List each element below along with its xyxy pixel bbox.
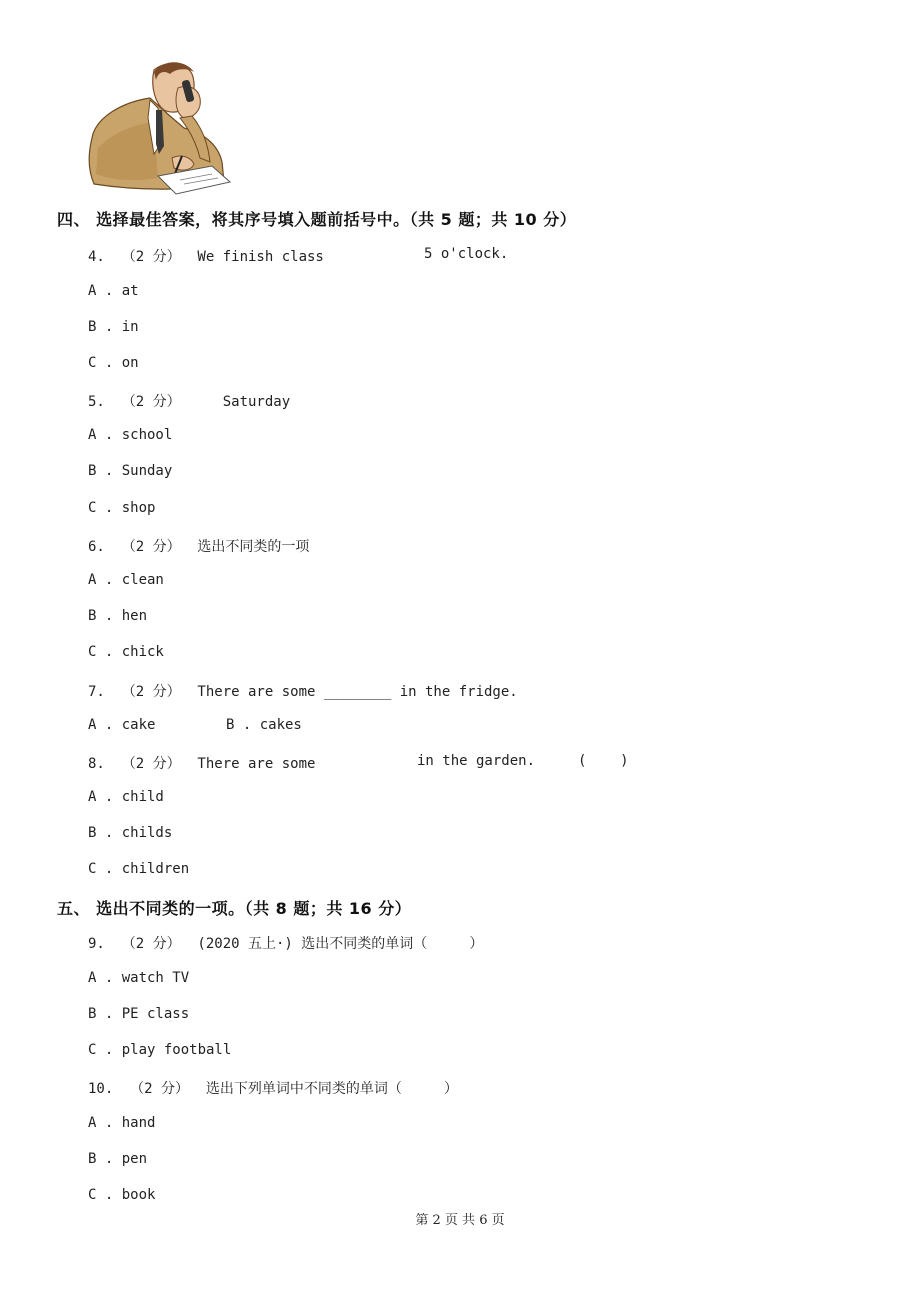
q7-option-a: A . cake: [88, 717, 156, 733]
question-8-tail: in the garden.: [417, 753, 536, 769]
q5-option-a: A . school: [88, 427, 173, 443]
q9-option-a: A . watch TV: [88, 970, 190, 986]
q5-option-b: B . Sunday: [88, 463, 173, 479]
q7-option-b: B . cakes: [226, 717, 302, 733]
page-number-footer: 第 2 页 共 6 页: [415, 1213, 505, 1228]
question-5-stem: 5. （2 分） Saturday: [88, 394, 291, 410]
q4-option-b: B . in: [88, 319, 139, 335]
question-9-stem: 9. （2 分） (2020 五上·) 选出不同类的单词（ ）: [88, 936, 484, 952]
businessman-illustration: [84, 58, 234, 198]
q10-option-b: B . pen: [88, 1151, 148, 1167]
q8-option-c: C . children: [88, 861, 190, 877]
question-4-stem: 4. （2 分） We finish class: [88, 249, 324, 265]
q6-option-a: A . clean: [88, 572, 164, 588]
question-8-answer-paren: ( ): [578, 753, 629, 769]
question-4-tail: 5 o'clock.: [424, 246, 509, 262]
q9-option-b: B . PE class: [88, 1006, 190, 1022]
section-5-title: 五、 选出不同类的一项。（共 8 题；共 16 分）: [57, 899, 412, 918]
q10-option-c: C . book: [88, 1187, 156, 1203]
q8-option-a: A . child: [88, 789, 164, 805]
question-6-stem: 6. （2 分） 选出不同类的一项: [88, 539, 310, 555]
question-10-stem: 10. （2 分） 选出下列单词中不同类的单词（ ）: [88, 1081, 459, 1097]
q10-option-a: A . hand: [88, 1115, 156, 1131]
q6-option-b: B . hen: [88, 608, 148, 624]
q4-option-c: C . on: [88, 355, 139, 371]
question-8-stem: 8. （2 分） There are some: [88, 756, 316, 772]
q6-option-c: C . chick: [88, 644, 164, 660]
q5-option-c: C . shop: [88, 500, 156, 516]
q9-option-c: C . play football: [88, 1042, 232, 1058]
question-7-stem: 7. （2 分） There are some ________ in the fridge.: [88, 684, 518, 700]
section-4-title: 四、 选择最佳答案，将其序号填入题前括号中。（共 5 题；共 10 分）: [57, 210, 577, 229]
q8-option-b: B . childs: [88, 825, 173, 841]
q4-option-a: A . at: [88, 283, 139, 299]
